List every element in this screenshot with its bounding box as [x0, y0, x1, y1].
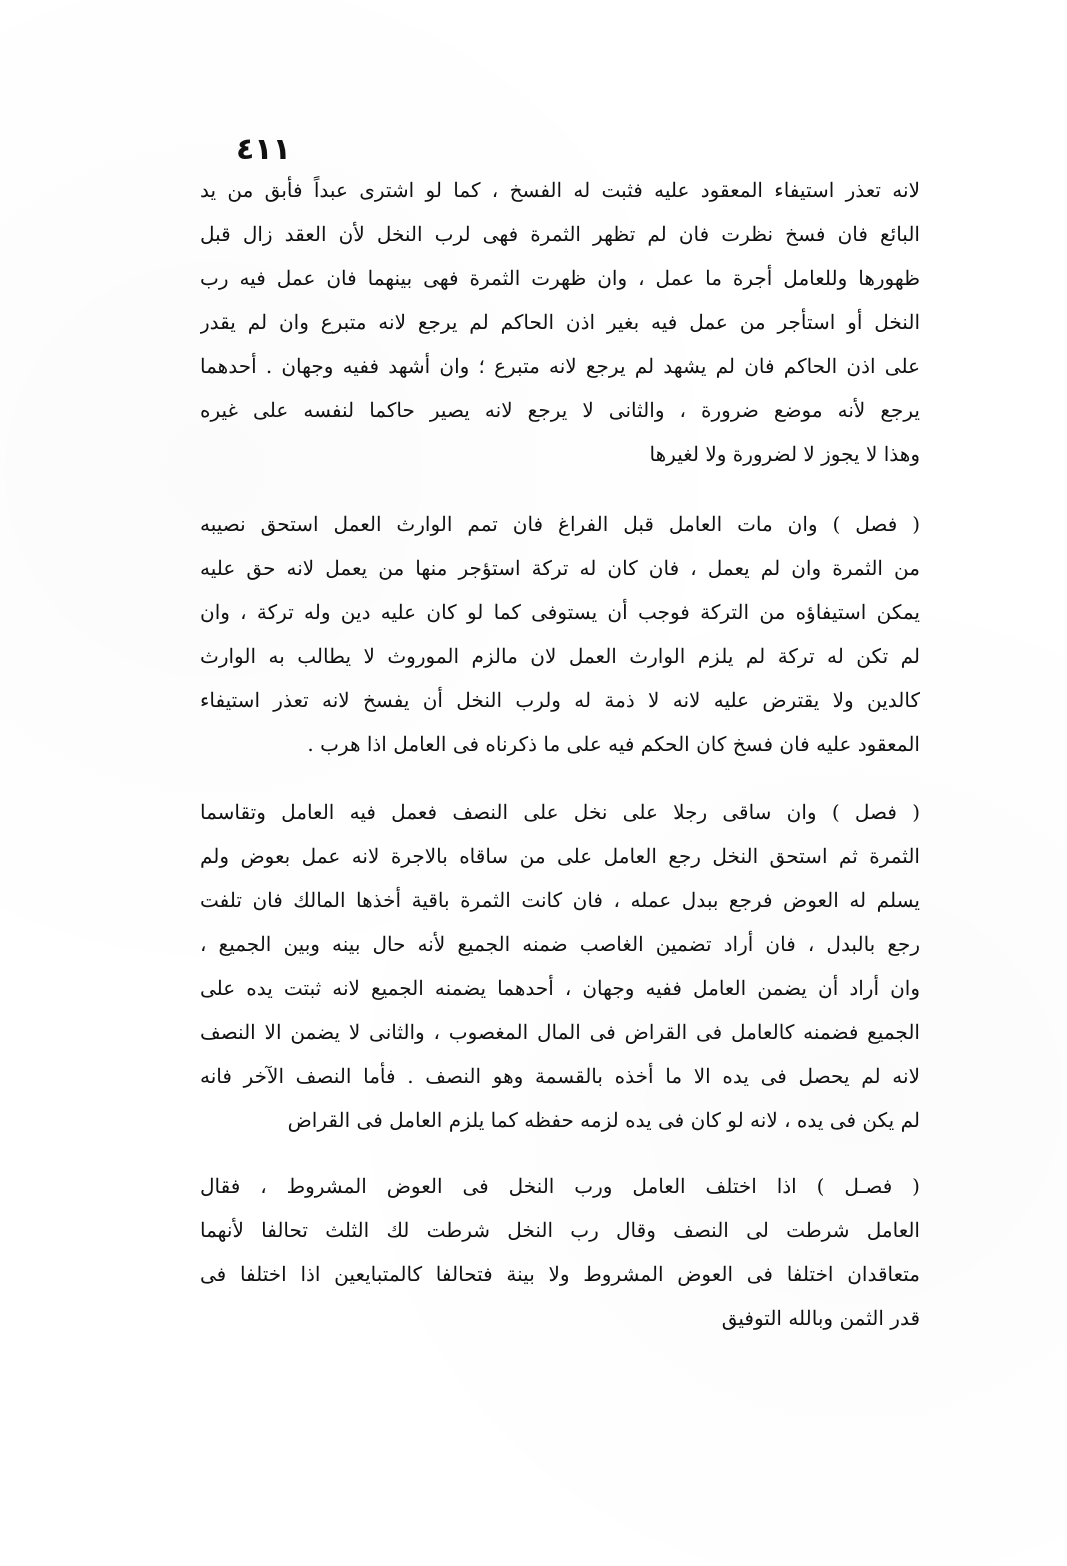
text-line: لم تكن له تركة لم يلزم الوارث العمل لان مالزم الموروث لا يطالب به الوارث — [200, 644, 920, 668]
text-line: لم يكن فى يده ، لانه لو كان فى يده لزمه حفظه كما يلزم العامل فى القراض — [287, 1108, 920, 1132]
text-line: يرجع لأنه موضع ضرورة ، والثانى لا يرجع لانه يصير حاكما لنفسه على غيره — [200, 398, 920, 422]
paragraph — [200, 1164, 920, 1340]
text-line: النخل أو استأجر من عمل فيه بغير اذن الحاكم لم يرجع لانه متبرع وان لم يقدر — [200, 310, 920, 334]
text-line: رجع بالبدل ، فان أراد تضمين الغاصب ضمنه الجميع لأنه حال بينه وبين الجميع ، — [200, 932, 920, 956]
text-line: من الثمرة وان لم يعمل ، فان كان له تركة استؤجر منها من يعمل لانه حق عليه — [200, 556, 920, 580]
text-line: كالدين ولا يقترض عليه لانه لا ذمة له ولرب النخل أن يفسخ لانه تعذر استيفاء — [200, 688, 920, 712]
text-line: المعقود عليه فان فسخ كان الحكم فيه على ما ذكرناه فى العامل اذا هرب . — [307, 732, 920, 756]
paragraph — [200, 502, 920, 766]
text-line: البائع فان فسخ نظرت فان لم تظهر الثمرة فهى لرب النخل لأن العقد زال قبل — [200, 222, 920, 246]
text-line: متعاقدان اختلفا فى العوض المشروط ولا بينة فتحالفا كالمتبايعين اذا اختلفا فى — [200, 1262, 920, 1286]
text-line: الثمرة ثم استحق النخل رجع العامل على من ساقاه بالاجرة لانه عمل بعوض ولم — [200, 844, 920, 868]
text-line: ظهورها وللعامل أجرة ما عمل ، وان ظهرت الثمرة فهى بينهما فان عمل فيه رب — [200, 266, 920, 290]
text-line: قدر الثمن وبالله التوفيق — [721, 1306, 920, 1330]
text-line: ( فصل ) وان مات العامل قبل الفراغ فان تمم الوارث العمل استحق نصيبه — [200, 512, 920, 536]
text-line: وهذا لا يجوز لا لضرورة ولا لغيرها — [649, 442, 920, 466]
text-line: على اذن الحاكم فان لم يشهد لم يرجع لانه متبرع ؛ وان أشهد ففيه وجهان . أحدهما — [200, 354, 920, 378]
text-line: يسلم له العوض فرجع ببدل عمله ، فان كانت الثمرة باقية أخذها المالك فان تلفت — [200, 888, 920, 912]
paragraph — [200, 790, 920, 1142]
page-number: ٤١١ — [236, 132, 291, 167]
text-line: الجميع فضمنه كالعامل فى القراض فى المال المغصوب ، والثانى لا يضمن الا النصف — [200, 1020, 920, 1044]
text-line: لانه لم يحصل فى يده الا ما أخذه بالقسمة وهو النصف . فأما النصف الآخر فانه — [200, 1064, 920, 1088]
text-line: العامل شرطت لى النصف وقال رب النخل شرطت لك الثلث تحالفا لأنهما — [200, 1218, 920, 1242]
text-line: يمكن استيفاؤه من التركة فوجب أن يستوفى كما لو كان عليه دين وله تركة ، وان — [200, 600, 920, 624]
text-line: ( فصـل ) اذا اختلف العامل ورب النخل فى العوض المشروط ، فقال — [200, 1174, 920, 1198]
paragraph — [200, 168, 920, 476]
text-line: ( فصل ) وان ساقى رجلا على نخل على النصف فعمل فيه العامل وتقاسما — [200, 800, 920, 824]
text-line: لانه تعذر استيفاء المعقود عليه فثبت له الفسخ ، كما لو اشترى عبداً فأبق من يد — [200, 178, 920, 202]
text-line: وان أراد أن يضمن العامل ففيه وجهان ، أحدهما يضمنه الجميع لانه ثبتت يده على — [200, 976, 920, 1000]
